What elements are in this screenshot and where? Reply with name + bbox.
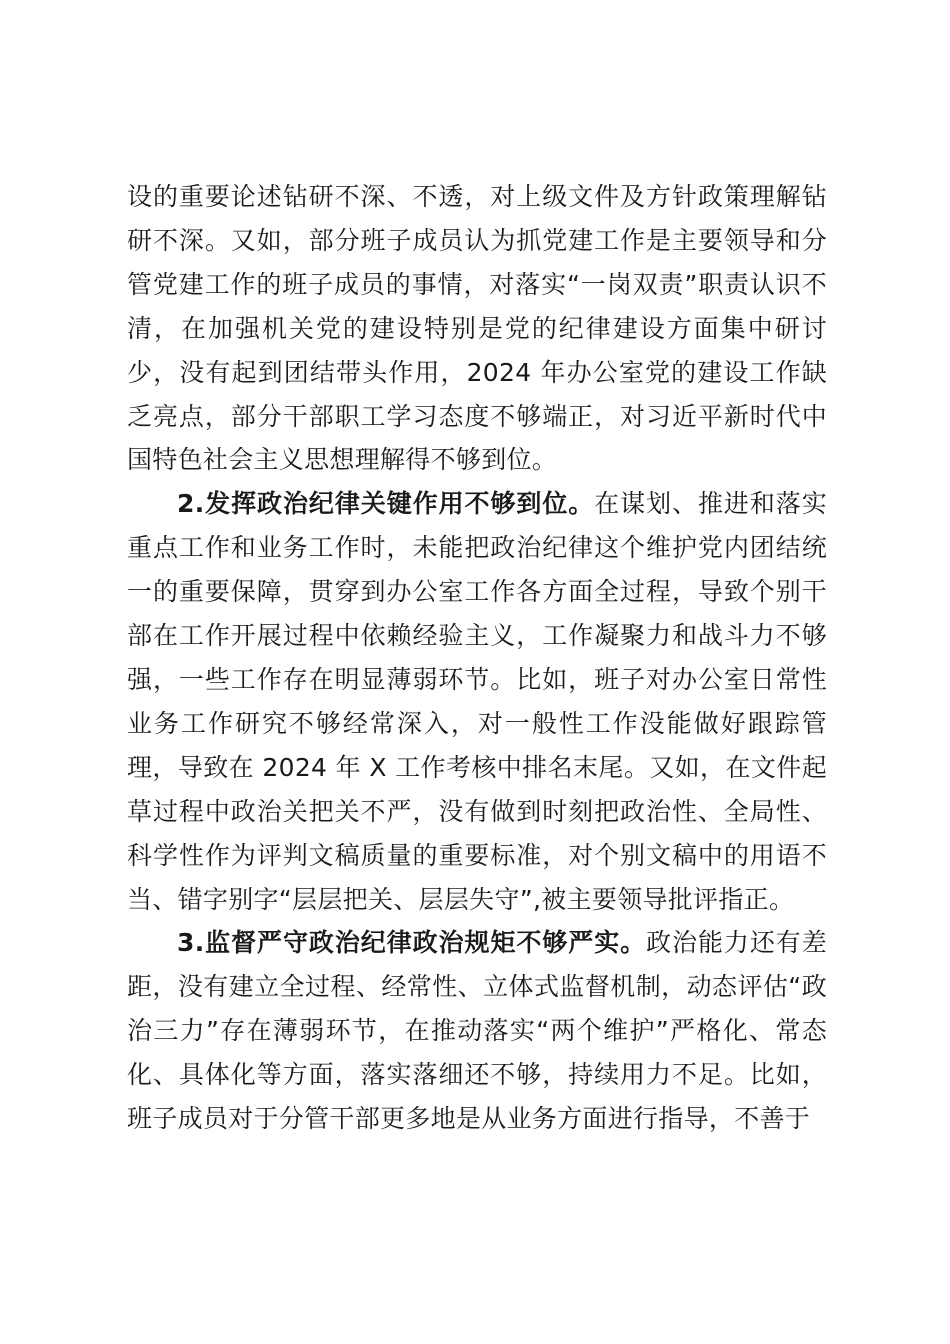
document-body — [127, 175, 827, 1141]
paragraph-3-heading: 3.监督严守政治纪律政治规矩不够严实。 — [177, 928, 647, 958]
paragraph-1-text: 设的重要论述钻研不深、不透，对上级文件及方针政策理解钻研不深。又如，部分班子成员认为抓党建工作是主要领导和分管党建工作的班子成员的事情，对落实“一岗双责”职责认识不清，在加强机关党的建设特别是党的纪律建设方面集中研讨少，没有起到团结带头作用，2024 年办公室党的建设工作缺乏亮点，部分干部职工学习态度不够端正，对习近平新时代中国特色社会主义思想理解得不够到位。 — [127, 182, 827, 475]
paragraph-3 — [127, 921, 827, 1141]
paragraph-2 — [127, 482, 827, 921]
paragraph-2-text: 在谋划、推进和落实重点工作和业务工作时，未能把政治纪律这个维护党内团结统一的重要保障，贯穿到办公室工作各方面全过程，导致个别干部在工作开展过程中依赖经验主义，工作凝聚力和战斗力不够强，一些工作存在明显薄弱环节。比如，班子对办公室日常性业务工作研究不够经常深入，对一般性工作没能做好跟踪管理，导致在 2024 年 X 工作考核中排名末尾。又如，在文件起草过程中政治关把关不严，没有做到时刻把政治性、全局性、科学性作为评判文稿质量的重要标准，对个别文稿中的用语不当、错字别字“层层把关、层层失守”,被主要领导批评指正。 — [127, 489, 828, 914]
paragraph-1 — [127, 175, 827, 482]
paragraph-3-text: 政治能力还有差距，没有建立全过程、经常性、立体式监督机制，动态评估“政治三力”存在薄弱环节，在推动落实“两个维护”严格化、常态化、具体化等方面，落实落细还不够，持续用力不足。比如，班子成员对于分管干部更多地是从业务方面进行指导，不善于 — [127, 928, 828, 1134]
paragraph-2-heading: 2.发挥政治纪律关键作用不够到位。 — [177, 489, 595, 519]
